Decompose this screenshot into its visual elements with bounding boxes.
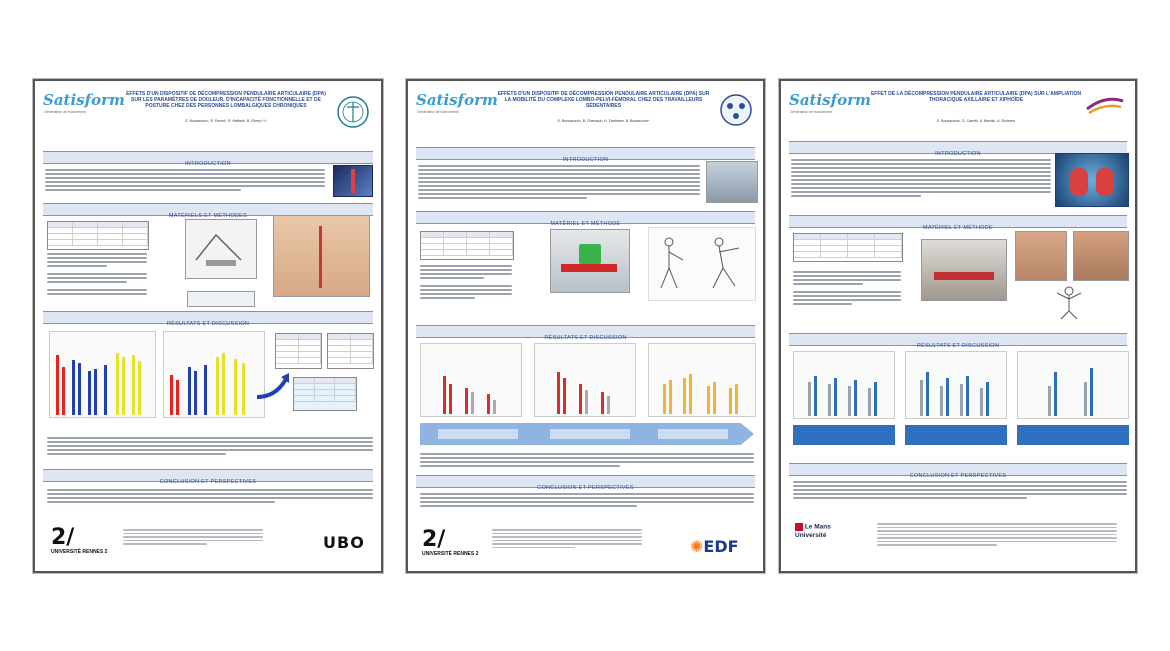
poster-header: [408, 81, 763, 143]
poster-3[interactable]: [779, 79, 1137, 573]
pain-chart: [49, 331, 156, 418]
chest-measure-photo-1: [1015, 231, 1067, 281]
device-diagram: [185, 219, 257, 279]
brand-logo: Satisform: [789, 91, 871, 109]
results-chart-3: [648, 343, 756, 417]
intro-text: [791, 159, 1051, 199]
results-table-c: [293, 377, 357, 411]
participants-table: [47, 221, 149, 250]
poster-authors: E. Bonsacourt¹, G. Carrell², A. Bertolt², A. Rohmer³: [936, 119, 1016, 123]
section-results: RÉSULTATS ET DISCUSSION: [43, 311, 373, 324]
chest-measure-photo-2: [1073, 231, 1129, 281]
section-conclusion: CONCLUSION ET PERSPECTIVES: [416, 475, 755, 488]
section-conclusion: CONCLUSION ET PERSPECTIVES: [43, 469, 373, 482]
brand-tagline: Générateur de mouvement: [417, 110, 459, 114]
references: [877, 523, 1117, 548]
back-posture-photo: [273, 215, 370, 297]
section-introduction: INTRODUCTION: [43, 151, 373, 164]
results-summary-1: [793, 425, 895, 445]
section-conclusion: CONCLUSION ET PERSPECTIVES: [789, 463, 1127, 476]
le-mans-univ-logo: Le Mans Université: [795, 523, 831, 539]
conclusion-text: [793, 481, 1127, 501]
brand-tagline: Générateur de mouvement: [790, 110, 832, 114]
section-methods: MATÉRIEL ET MÉTHODE: [416, 211, 755, 224]
poster-title: EFFET DE LA DÉCOMPRESSION PENDULAIRE ARTICULAIRE (DPA) SUR L'AMPLIATION THORACIQUE AXILLAIRE ET XIPHOÏDE: [870, 91, 1082, 103]
methods-text: [47, 253, 147, 297]
participants-table: [793, 233, 903, 262]
results-chart-2: [534, 343, 636, 417]
dpa-session-photo: [921, 239, 1007, 301]
poster-authors: E. Bonsacourt¹, R. Porcel², R. Haffard¹, B. Fikrey⁽¹⁾⁽²⁾: [185, 119, 267, 123]
references: [123, 529, 263, 547]
edf-logo: ✺EDF: [690, 537, 739, 556]
poster-1[interactable]: [33, 79, 383, 573]
brand-logo: Satisform: [43, 91, 125, 109]
disability-chart: [163, 331, 265, 418]
lab-emblem-icon: [719, 93, 753, 127]
findings-banner: [420, 423, 754, 445]
dpa-session-photo: [550, 229, 630, 293]
partner-logo-icon: [1085, 93, 1125, 119]
intro-text: [45, 169, 325, 193]
poster-title: EFFETS D'UN DISPOSITIF DE DÉCOMPRESSION PENDULAIRE ARTICULAIRE (DPA) SUR LES PARAMÈTRES DE DOULEUR, D'INCAPACITÉ FONCTIONNELLE ET DE POSTURE CHEZ DES PERSONNES LOMBALGIQUES CHRONIQUES: [126, 91, 326, 109]
brand-tagline: Générateur de mouvement: [44, 110, 86, 114]
results-table-a: [275, 333, 322, 369]
results-summary-3: [1017, 425, 1129, 445]
poster-title: EFFETS D'UN DISPOSITIF DE DÉCOMPRESSION PENDULAIRE ARTICULAIRE (DPA) SUR LA MOBILITÉ DU COMPLEXE LOMBO-PELVI-FÉMORAL CHEZ DES TRAVAILLEURS SÉDENTAIRES: [497, 91, 710, 109]
univ-rennes2-logo: 2/ UNIVERSITÉ RENNES 2: [51, 525, 108, 555]
conclusion-text: [420, 493, 754, 509]
axillary-chart: [793, 351, 895, 419]
results-table-b: [327, 333, 374, 369]
lungs-illustration: [1055, 153, 1129, 207]
poster-header: [781, 81, 1135, 143]
spine-image: [333, 165, 373, 197]
section-methods: MATÉRIELS ET MÉTHODES: [43, 203, 373, 216]
methods-text: [420, 265, 512, 301]
discussion-text: [47, 437, 373, 457]
section-introduction: INTRODUCTION: [789, 141, 1127, 154]
office-worker-photo: [706, 161, 758, 203]
university-emblem-icon: [335, 93, 371, 131]
results-chart-1: [420, 343, 522, 417]
results-summary-2: [905, 425, 1007, 445]
section-results: RÉSULTATS ET DISCUSSION: [416, 325, 755, 338]
section-methods: MATÉRIEL ET MÉTHODE: [789, 215, 1127, 228]
mobility-test-diagram: [648, 227, 756, 301]
discussion-text: [420, 453, 754, 469]
section-introduction: INTRODUCTION: [416, 147, 755, 160]
ubo-logo: UBO: [323, 533, 365, 552]
breathing-posture-icon: [1049, 285, 1089, 321]
measurement-diagram: [187, 291, 255, 307]
poster-2[interactable]: [406, 79, 765, 573]
methods-text: [793, 271, 901, 307]
conclusion-text: [47, 489, 373, 505]
poster-header: [35, 81, 381, 143]
comparison-chart: [1017, 351, 1129, 419]
references: [492, 529, 642, 550]
section-results: RÉSULTATS ET DISCUSSION: [789, 333, 1127, 346]
intro-text: [418, 165, 700, 201]
xiphoid-chart: [905, 351, 1007, 419]
univ-rennes2-logo: 2/ UNIVERSITÉ RENNES 2: [422, 527, 479, 557]
poster-authors: E. Bonsacourt¹, B. Chenaud², H. Fardham³, B. Bonsacourt⁴: [557, 119, 650, 123]
brand-logo: Satisform: [416, 91, 498, 109]
participants-table: [420, 231, 514, 260]
curved-arrow-icon: [253, 371, 293, 401]
